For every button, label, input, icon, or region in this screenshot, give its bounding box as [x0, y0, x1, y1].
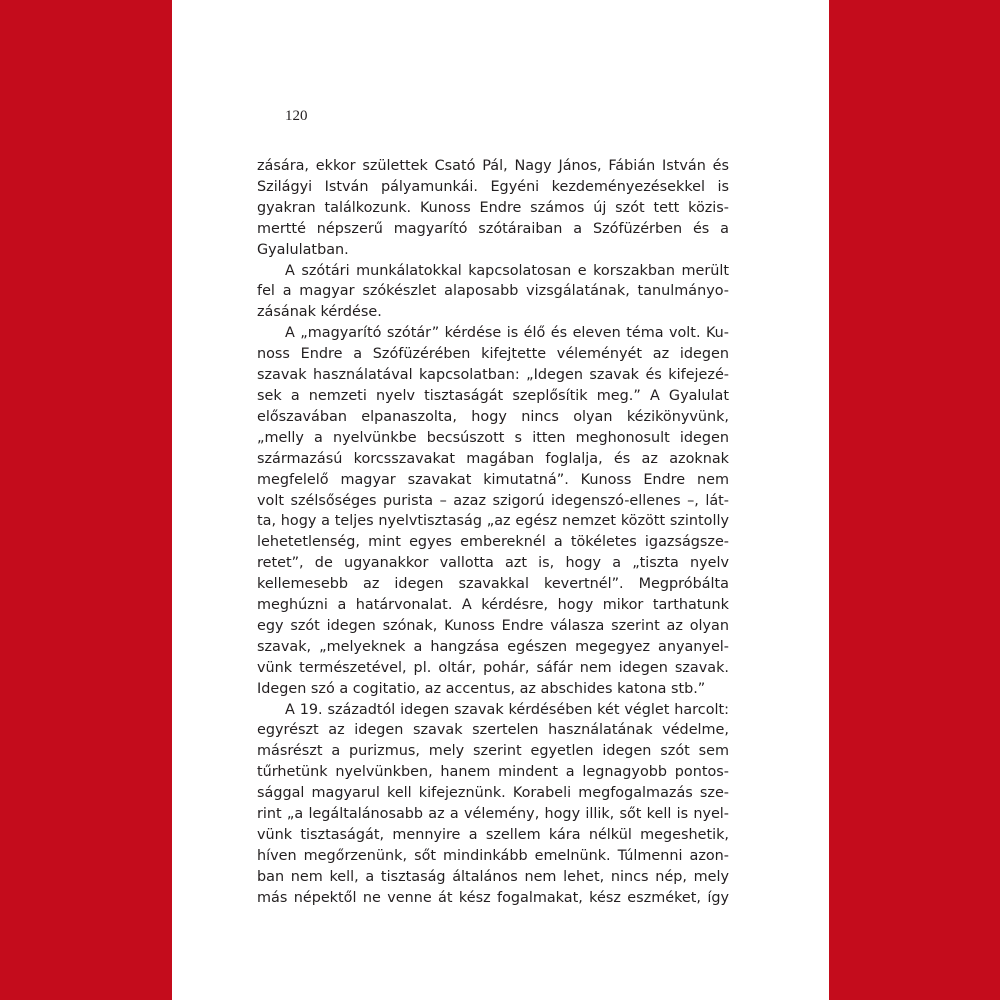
text-line: megfelelő magyar szavakat kimutatná”. Kunoss Endre nem — [257, 471, 729, 488]
text-line: Szilágyi István pályamunkái. Egyéni kezdeményezésekkel is — [257, 178, 729, 195]
text-line: másrészt a purizmus, mely szerint egyetlen idegen szót sem — [257, 743, 729, 760]
text-line: vünk tisztaságát, mennyire a szellem kára nélkül megeshetik, — [257, 827, 729, 843]
text-line: más népektől ne venne át kész fogalmakat, kész eszméket, így — [257, 889, 729, 906]
text-line: A „magyarító szótár” kérdése is élő és eleven téma volt. Ku- — [285, 325, 729, 342]
text-line: lehetetlenség, mint egyes embereknél a tökéletes igazságsze- — [257, 534, 729, 551]
text-line: mertté népszerű magyarító szótáraiban a Szófüzérben és a — [257, 220, 729, 237]
page-number: 120 — [285, 108, 308, 124]
text-line: volt szélsőséges purista – azaz szigorú idegenszó-ellenes –, lát- — [257, 492, 729, 509]
text-line: vünk természetével, pl. oltár, pohár, sáfár nem idegen szavak. — [257, 659, 729, 676]
text-line: sek a nemzeti nyelv tisztaságát szeplősítik meg.” A Gyalulat — [257, 387, 729, 404]
text-line: „melly a nyelvünkbe becsúszott s itten meghonosult idegen — [257, 429, 729, 446]
text-line: előszavában elpanaszolta, hogy nincs olyan kézikönyvünk, — [257, 408, 729, 425]
text-line: ta, hogy a teljes nyelvtisztaság „az egész nemzet között szintolly — [257, 513, 729, 530]
text-line: gyakran találkozunk. Kunoss Endre számos új szót tett közis- — [257, 199, 729, 216]
text-line: meghúzni a határvonalat. A kérdésre, hogy mikor tarthatunk — [257, 597, 729, 614]
text-line: tűrhetünk nyelvünkben, hanem mindent a legnagyobb pontos- — [257, 764, 729, 781]
text-line: A 19. századtól idegen szavak kérdésében két véglet harcolt: — [285, 701, 729, 718]
text-line: ban nem kell, a tisztaság általános nem lehet, nincs nép, mely — [257, 868, 729, 885]
text-line: kellemesebb az idegen szavakkal kevertnél”. Megpróbálta — [257, 576, 729, 593]
book-page — [172, 0, 829, 1000]
text-line: A szótári munkálatokkal kapcsolatosan e korszakban merült — [285, 262, 729, 279]
text-line: fel a magyar szókészlet alaposabb vizsgálatának, tanulmányo- — [257, 283, 729, 300]
text-line: zására, ekkor születtek Csató Pál, Nagy János, Fábián István és — [257, 158, 729, 174]
text-line: Gyalulatban. — [257, 241, 349, 258]
body-text — [257, 156, 729, 909]
text-line: sággal magyarul kell kifejeznünk. Korabeli megfogalmazás sze- — [257, 785, 729, 802]
text-line: szavak, „melyeknek a hangzása egészen megegyez anyanyel- — [257, 638, 729, 655]
text-line: szavak használatával kapcsolatban: „Idegen szavak és kifejezé- — [257, 367, 729, 384]
text-line: egy szót idegen szónak, Kunoss Endre válasza szerint az olyan — [257, 617, 729, 634]
text-line: noss Endre a Szófüzérében kifejtette véleményét az idegen — [257, 346, 729, 363]
text-line: származású korcsszavakat magában foglalja, és az azoknak — [257, 450, 729, 467]
text-line: Idegen szó a cogitatio, az accentus, az abschides katona stb.” — [257, 680, 706, 697]
text-line: rint „a legáltalánosabb az a vélemény, hogy illik, sőt kell is nyel- — [257, 806, 729, 823]
text-line: híven megőrzenünk, sőt mindinkább emelnünk. Túlmenni azon- — [257, 847, 729, 864]
text-line: retet”, de ugyanakkor vallotta azt is, hogy a „tiszta nyelv — [257, 555, 729, 572]
text-line: zásának kérdése. — [257, 304, 382, 321]
text-line: egyrészt az idegen szavak szertelen használatának védelme, — [257, 722, 729, 739]
